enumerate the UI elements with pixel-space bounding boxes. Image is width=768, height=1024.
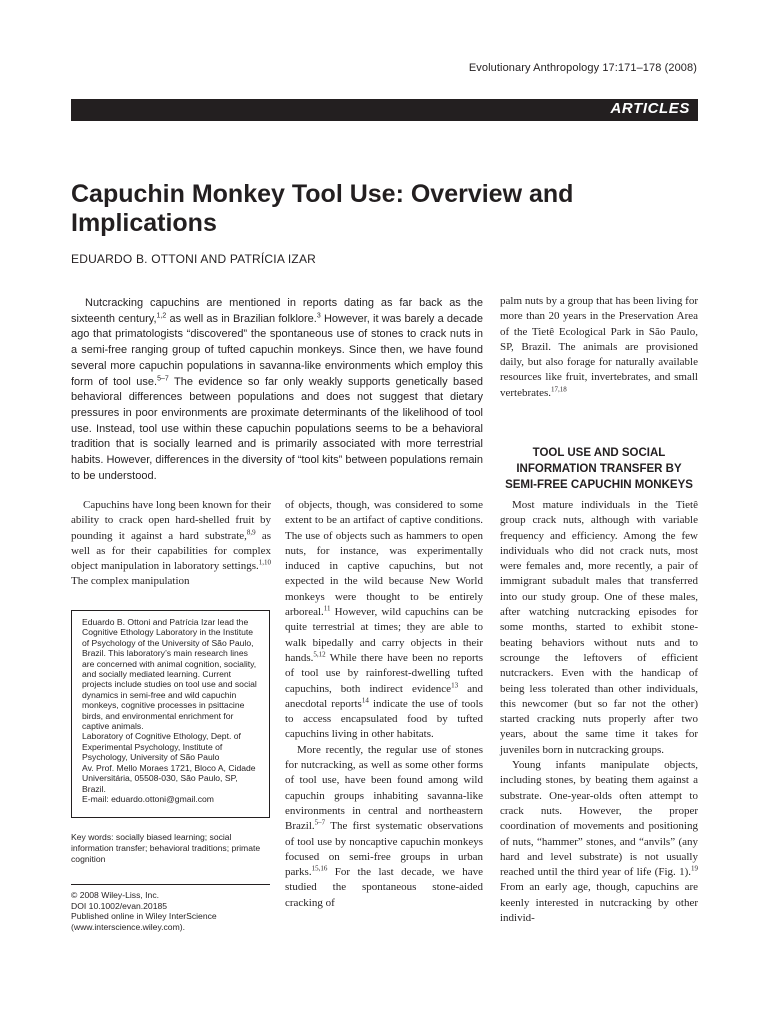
bio-affiliation: Laboratory of Cognitive Ethology, Dept. of Experimental Psychology, Institute of Psychology, University of São Paulo	[82, 731, 241, 763]
column-2	[285, 498, 483, 911]
published-online: Published online in Wiley InterScience	[71, 911, 217, 922]
column-3-paragraph-2: Young infants manipulate objects, including stones, by beating them against a substrate. One-year-olds often attempt to crack nuts. However, the proper coordination of movements and positioning of nuts, “hammer” stones, and “anvils” (any hard and level substrate) is not usually reached until the third year of life (Fig. 1).$^{19}$ From an early age, though, capuchins are keenly interested in nutcracking by other individ-	[500, 759, 698, 925]
article-title: Capuchin Monkey Tool Use: Overview and Implications	[71, 180, 574, 237]
column-2-paragraph-1: of objects, though, was considered to some extent to be an artifact of captive conditions. The use of objects such as hammers to open nuts, for instance, was experimentally induced in captive capuchins, but not expected in the wild because New World monkeys were thought to be entirely arboreal.$^{11}$ However, wild capuchins can be quite terrestrial at times; they are able to walk bipedally and carry objects in their hands.$^{5,12}$ While there have been no reports of tool use by rainforest-dwelling tufted capuchins, both indirect evidence$^{13}$ and anecdotal reports$^{14}$ indicate the use of tools to access encapsulated food by tufted capuchins living in other habitats.	[285, 499, 483, 741]
author-bio-box	[71, 610, 270, 818]
column-3-paragraph-1: Most mature individuals in the Tietê group crack nuts, although with variable frequency and efficiency. Among the few individuals who did not crack nuts, most were females and, more recently, a pair of immigrant subadult males that transferred into our study group. One of these males, after watching nutcracking episodes for some months, started to exhibit stone-beating behaviors without nuts and to scrounge the leftovers of efficient nutcrackers. Even with the handicap of being less tolerated than other individuals, this newcomer (but so far not the other) started cracking nuts properly after two years, about the same time it takes for juveniles born in nutcracking groups.	[500, 499, 698, 756]
publication-info	[71, 890, 270, 932]
copyright: © 2008 Wiley-Liss, Inc.	[71, 890, 160, 900]
bio-text: Eduardo B. Ottoni and Patrícia Izar lead the Cognitive Ethology Laboratory in the Institute of Psychology of the University of São Paulo, Brazil. This laboratory’s main research lines are concerned with animal cognition, sociality, and socially mediated learning. Current projects include studies on tool use and social dynamics in semi-free and wild capuchin monkeys, cognitive processes in psittacine birds, and environmental enrichment for captive animals.	[82, 617, 257, 732]
column-3	[500, 498, 698, 926]
doi: DOI 10.1002/evan.20185	[71, 900, 168, 911]
bio-email: E-mail: eduardo.ottoni@gmail.com	[82, 793, 214, 804]
column-3-continuation: palm nuts by a group that has been living for more than 20 years in the Preservation Area of the Tietê Ecological Park in São Paulo, SP, Brazil. The animals are provisioned daily, but also forage for naturally available resources like fruit, invertebrates, and small vertebrates.$^{17,18}$	[500, 295, 698, 399]
keywords: Key words: socially biased learning; social information transfer; behavioral traditions; primate cognition	[71, 832, 261, 865]
abstract: Nutcracking capuchins are mentioned in reports dating as far back as the sixteenth century,$^{1,2}$ as well as in Brazilian folklore.$^3$ However, it was barely a decade ago that primatologists “discovered” the spontaneous use of stones to crack nuts in a semi-free ranging group of tufted capuchin monkeys. Since then, we have found several more capuchin populations in savanna-like environments which employ this form of tool use.$^{5-7}$ The evidence so far only weakly supports genetically based behavioral differences between populations and does not suggest that dietary pressures in poor environments are proximate determinants of the likelihood of tool use. Instead, tool use within these capuchin populations seems to be a behavioral tradition that is socially learned and is primarily associated with more terrestrial habits. However, differences in the diversity of “tool kits” between populations remain to be understood.	[71, 297, 483, 482]
bio-address: Av. Prof. Mello Moraes 1721, Bloco A, Cidade Universitária, 05508-030, São Paulo, SP, Brazil.	[82, 762, 256, 794]
divider	[71, 884, 270, 885]
section-label: ARTICLES	[610, 100, 690, 117]
column-2-paragraph-2: More recently, the regular use of stones for nutcracking, as well as some other forms of tool use, have been found among wild capuchin groups inhabiting savanna-like environments in central and northeastern Brazil.$^{5-7}$ The first systematic observations of tool use by noncaptive capuchin monkeys focused on semi-free groups in urban parks.$^{15,16}$ For the last decade, we have studied the spontaneous stone-aided cracking of	[285, 743, 483, 909]
section-banner	[71, 99, 698, 121]
section-heading: TOOL USE AND SOCIAL INFORMATION TRANSFER BY SEMI-FREE CAPUCHIN MONKEYS	[505, 447, 693, 491]
journal-citation: Evolutionary Anthropology 17:171–178 (2008)	[468, 62, 697, 74]
column-1-intro: Capuchins have long been known for their ability to crack open hard-shelled fruit by pounding it against a hard substrate,$^{8,9}$ as well as for their capabilities for complex object manipulation in laboratory settings.$^{1,10}$ The complex manipulation	[71, 499, 271, 588]
article-authors: EDUARDO B. OTTONI AND PATRÍCIA IZAR	[71, 252, 317, 266]
publisher-url: (www.interscience.wiley.com).	[71, 921, 185, 932]
